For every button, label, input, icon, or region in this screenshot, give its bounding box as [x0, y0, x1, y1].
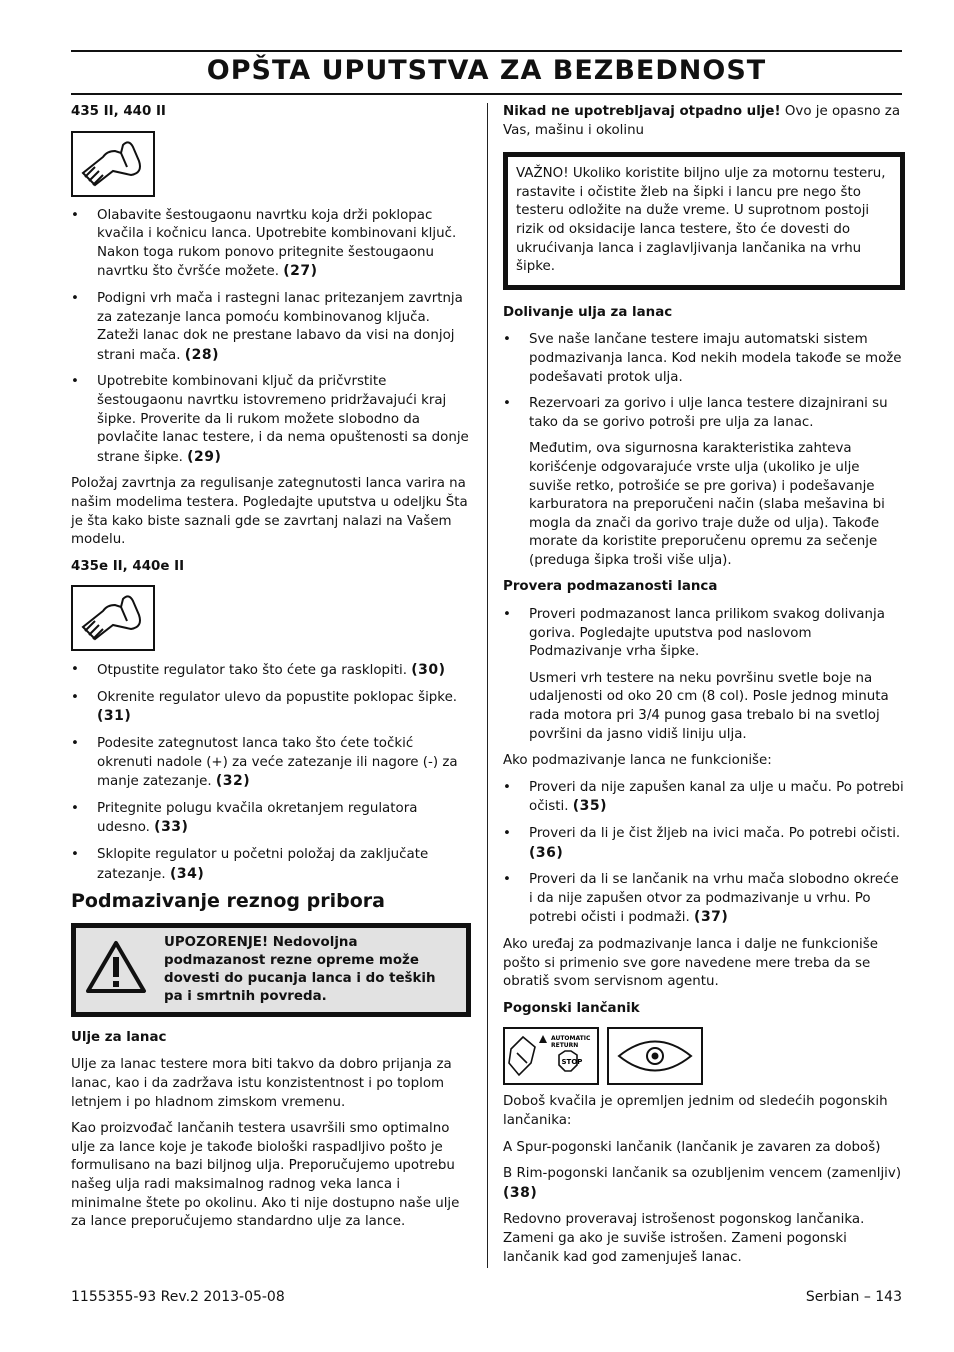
- model-heading-2: 435e II, 440e II: [71, 558, 185, 574]
- list-item: • Proveri da li se lančanik na vrhu mača slobodno okreće i da nije zapušen otvor za podmazivanje u vrhu. Po potrebi očisti i podmaži. (37): [503, 871, 905, 928]
- paragraph: Redovno proveravaj istrošenost pogonskog lančanika. Zameni ga ako je suviše istrošen. Zameni pogonski lančanik kad god zamenjuješ lanac.: [503, 1212, 865, 1265]
- list-item: • Podesite zategnutost lanca tako što ćete točkić okrenuti nadole (+) za veće zatezanje ili nagore (-) za manje zatezanje. (32): [71, 735, 471, 792]
- warning-text: UPOZORENJE! Nedovoljna podmazanost rezne opreme može dovesti do pucanja lanca i do teških pa i smrtnih povreda.: [164, 934, 436, 1004]
- footer-page-number: Serbian – 143: [805, 1289, 902, 1305]
- paragraph: Ako podmazivanje lanca ne funkcioniše:: [503, 753, 772, 769]
- paragraph: Usmeri vrh testere na neku površinu svetle boje na udaljenosti od oko 20 cm (8 col). Posle jednog minuta rada motora pri 3/4 punog gasa trebalo bi na svetloj površini da jasno vidiš liniju ulja.: [529, 670, 889, 742]
- left-column: [71, 103, 471, 1240]
- list-item: • Sve naše lančane testere imaju automatski sistem podmazivanja lanca. Kod nekih modela takođe se može podešavati protok ulja.: [503, 331, 905, 387]
- warning-box: [71, 923, 471, 1017]
- subheading: Ulje za lanac: [71, 1029, 167, 1045]
- stop-label: STOP: [561, 1058, 583, 1067]
- gloves-icon: [71, 585, 155, 651]
- return-label: RETURN: [551, 1042, 579, 1050]
- top-rule: [71, 50, 902, 52]
- automatic-label: AUTOMATIC: [551, 1035, 591, 1043]
- paragraph: A Spur-pogonski lančanik (lančanik je zavaren za doboš): [503, 1139, 881, 1155]
- list-item: • Okrenite regulator ulevo da popustite poklopac šipke. (31): [71, 689, 471, 727]
- list-item: • Proveri da li je čist žljeb na ivici mača. Po potrebi očisti. (36): [503, 825, 905, 863]
- list-item: • Otpustite regulator tako što ćete ga rasklopiti. (30): [71, 661, 471, 681]
- automatic-return-stop-icon: [503, 1027, 599, 1085]
- paragraph: B Rim-pogonski lančanik sa ozubljenim vencem (zamenljiv) (38): [503, 1166, 902, 1201]
- page-title: OPŠTA UPUTSTVA ZA BEZBEDNOST: [206, 55, 767, 86]
- paragraph: Doboš kvačila je opremljen jednim od sledećih pogonskih lančanika:: [503, 1094, 888, 1128]
- list-item: • Proveri podmazanost lanca prilikom svakog dolivanja goriva. Pogledajte uputstva pod naslovom Podmazivanje vrha šipke.: [503, 606, 905, 662]
- paragraph: Kao proizvođač lančanih testera usavršili smo optimalno ulje za lance koje je takođe biološki raspadljivo pošto je formulisano na bazi biljnog ulja. Preporučujemo upotrebu našeg ulja radi maksimalnog radnog veka lanca i minimalne štete po okolinu. Ako ti nije dostupno naše ulje za lance preporučujemo standardno ulje za lance.: [71, 1121, 460, 1230]
- list-item: • Upotrebite kombinovani ključ da pričvrstite šestougaonu navrtku istovremeno pridržavajući kraj šipke. Proverite da li rukom možete slobodno da povlačite lanac testere, i da nema opuštenosti sa donje strane šipke. (29): [71, 373, 471, 467]
- paragraph: Nikad ne upotrebljavaj otpadno ulje! Ovo je opasno za Vas, mašinu i okolinu: [503, 104, 901, 138]
- icon-row: [503, 1027, 905, 1085]
- list-item: • Proveri da nije zapušen kanal za ulje u maču. Po potrebi očisti. (35): [503, 779, 905, 817]
- list-item: • Olabavite šestougaonu navrtku koja drži poklopac kvačila i kočnicu lanca. Upotrebite kombinovani ključ. Nakon toga rukom ponovo pritegnite šestougaonu navrtku što čvršće možete. (27): [71, 207, 471, 282]
- column-divider: [487, 103, 488, 1268]
- subheading: Provera podmazanosti lanca: [503, 579, 718, 595]
- title-rule: [71, 93, 902, 95]
- section-heading: Podmazivanje reznog pribora: [71, 890, 385, 913]
- important-box: VAŽNO! Ukoliko koristite biljno ulje za motornu testeru, rastavite i očistite žleb na šipki i lancu pre nego što testeru odložite na duže vreme. U suprotnom postoji rizik od oksidacije lanca testere, što će dovesti do ukrućivanja lanca i zaglavljivanja lančanika na vrhu šipke.: [503, 152, 905, 290]
- eye-icon: [607, 1027, 703, 1085]
- list-item: • Sklopite regulator u početni položaj da zaključate zatezanje. (34): [71, 846, 471, 884]
- subheading: Dolivanje ulja za lanac: [503, 304, 673, 320]
- paragraph: Ulje za lanac testere mora biti takvo da dobro prijanja za lanac, kao i da zadržava istu konzistentnost i po toplom letnjem i po hladnom zimskom vremenu.: [71, 1057, 452, 1110]
- footer-doc-number: 1155355-93 Rev.2 2013-05-08: [71, 1289, 285, 1305]
- subheading: Pogonski lančanik: [503, 1000, 640, 1016]
- list-item: • Rezervoari za gorivo i ulje lanca testere dizajnirani su tako da se gorivo potroši pre ulja za lanac.: [503, 395, 905, 432]
- paragraph: Ako uređaj za podmazivanje lanca i dalje ne funkcioniše pošto si primenio sve gore navedene mere treba da se obratiš svom servisnom agentu.: [503, 936, 878, 990]
- list-item: • Podigni vrh mača i rastegni lanac pritezanjem zavrtnja za zatezanje lanca pomoću kombinovanog ključa. Zateži lanac dok ne prestane labavo da visi na donjoj strani mača. (28): [71, 290, 471, 365]
- right-column: [503, 103, 905, 1275]
- paragraph: Međutim, ova sigurnosna karakteristika zahteva korišćenje odgovarajuće vrste ulja (ukoliko je ulje suviše retko, potrošiće se pre goriva) i podešavanje karburatora na preporučeni način (slaba mešavina bi mogla da znači da gorivo traje duže od ulja). Takođe morate da koristite preporučenu opremu za sečenje (preduga šipka troši više ulja).: [529, 441, 885, 568]
- gloves-icon: [71, 131, 155, 197]
- list-item: • Pritegnite polugu kvačila okretanjem regulatora udesno. (33): [71, 800, 471, 838]
- paragraph: Položaj zavrtnja za regulisanje zategnutosti lanca varira na našim modelima testera. Pogledajte uputstva u odeljku Šta je šta kako biste saznali gde se zavrtanj nalazi na Vašem modelu.: [71, 476, 468, 548]
- model-heading-1: 435 II, 440 II: [71, 104, 166, 119]
- warning-triangle-icon: [84, 939, 150, 1002]
